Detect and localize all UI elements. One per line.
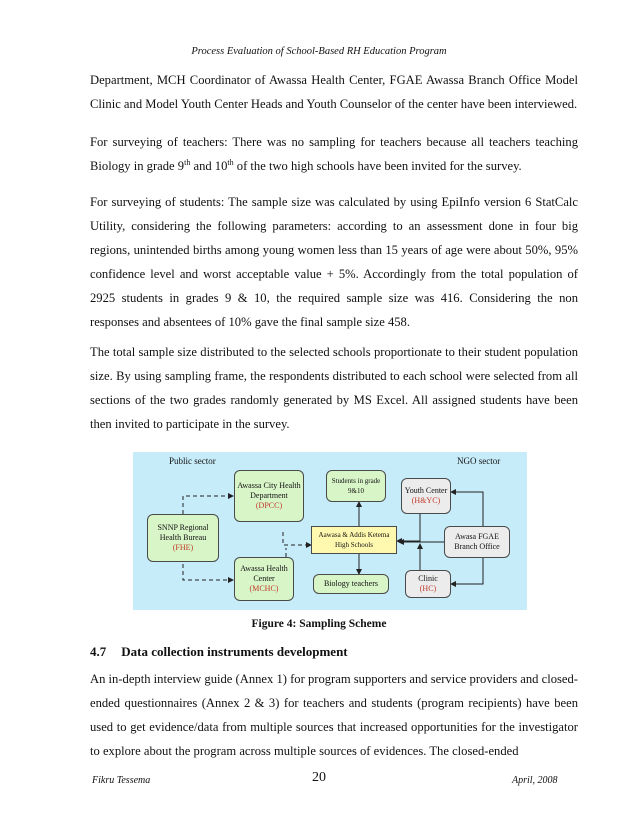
section-heading xyxy=(90,644,348,660)
figure-caption: Figure 4: Sampling Scheme xyxy=(251,618,387,630)
running-header: Process Evaluation of School-Based RH Education Program xyxy=(191,46,447,57)
clinic-node xyxy=(405,570,451,598)
fgae-node xyxy=(444,526,510,558)
youth-to-schools xyxy=(397,512,420,541)
section-title: Data collection instruments development xyxy=(121,644,348,659)
sampling-scheme-diagram xyxy=(133,452,527,610)
fhe-node xyxy=(147,514,219,562)
superscript: th xyxy=(184,157,191,167)
node-name: Youth Center xyxy=(404,486,448,495)
paragraph-interviewees: Department, MCH Coordinator of Awassa Health Center, FGAE Awassa Branch Office Model Clinic and Model Youth Center Heads and Youth Counselor of the center have been interviewed. xyxy=(90,73,578,111)
node-name: Aawasa & Addis Ketema High Schools xyxy=(318,531,390,549)
node-name: Awassa City Health Department xyxy=(237,481,301,500)
fgae-to-youth xyxy=(451,492,483,528)
fgae-to-clinic xyxy=(451,558,483,584)
node-abbr: (DPCC) xyxy=(255,501,283,510)
text-span: of the two high schools have been invited for the survey. xyxy=(233,159,522,173)
section-number: 4.7 xyxy=(90,644,107,659)
ngo-sector-label: NGO sector xyxy=(457,456,501,466)
paragraph-instruments: An in-depth interview guide (Annex 1) for program supporters and service providers and closed-ended questionnaires (Annex 2 & 3) for teachers and students (program recipients) have been used to get evidence/data from multiple sources that increased opportunities for the investigator to explore about the program across multiple sources of evidences. The closed-ended xyxy=(90,672,578,758)
node-name: Awasa FGAE Branch Office xyxy=(454,532,500,551)
text-span: and 10 xyxy=(190,159,228,173)
node-abbr: (FHE) xyxy=(172,543,194,552)
footer-author: Fikru Tessema xyxy=(92,775,151,786)
youth-center-node xyxy=(401,478,451,514)
students-node xyxy=(326,470,386,502)
dpcc-to-schools xyxy=(283,532,311,545)
page-number: 20 xyxy=(312,770,326,785)
node-abbr: (H&YC) xyxy=(411,496,441,505)
fhe-to-mchc xyxy=(183,564,233,580)
paragraph-students: For surveying of students: The sample size was calculated by using EpiInfo version 6 StatCalc Utility, considering the following parameters: according to an assessment done in four big regions, unintended births among young women less than 15 years of age were about 50%, 95% confidence level and worst acceptable value + 5%. Accordingly from the total population of 2925 students in grades 9 & 10, the required sample size was 416. Considering the non responses and absentees of 10% gave the final sample size 458. xyxy=(90,195,578,329)
paragraph-distribution: The total sample size distributed to the selected schools proportionate to their student population size. By using sampling frame, the respondents distributed to each school were selected from all sections of the two grades randomly generated by MS Excel. All assigned students have been then invited to participate in the survey. xyxy=(90,345,578,431)
node-name: Clinic xyxy=(418,574,438,583)
node-name: Awassa Health Center xyxy=(240,564,288,583)
dpcc-node xyxy=(234,470,304,522)
node-abbr: (HC) xyxy=(419,584,437,593)
node-name: SNNP Regional Health Bureau xyxy=(157,523,209,542)
node-abbr: (MCHC) xyxy=(249,584,279,593)
mchc-node xyxy=(234,557,294,601)
schools-node xyxy=(311,526,397,554)
node-name: Students in grade 9&10 xyxy=(331,477,381,495)
paragraph-teachers xyxy=(90,130,578,178)
node-name: Biology teachers xyxy=(324,579,378,588)
text-span: For surveying of teachers: There was no sampling for teachers because all teachers teaching Biology in grade 9 xyxy=(90,135,578,173)
biology-teachers-node xyxy=(313,574,389,594)
superscript: th xyxy=(227,157,234,167)
fhe-to-dpcc xyxy=(183,496,233,514)
public-sector-label: Public sector xyxy=(169,456,216,466)
footer-date: April, 2008 xyxy=(512,775,558,786)
